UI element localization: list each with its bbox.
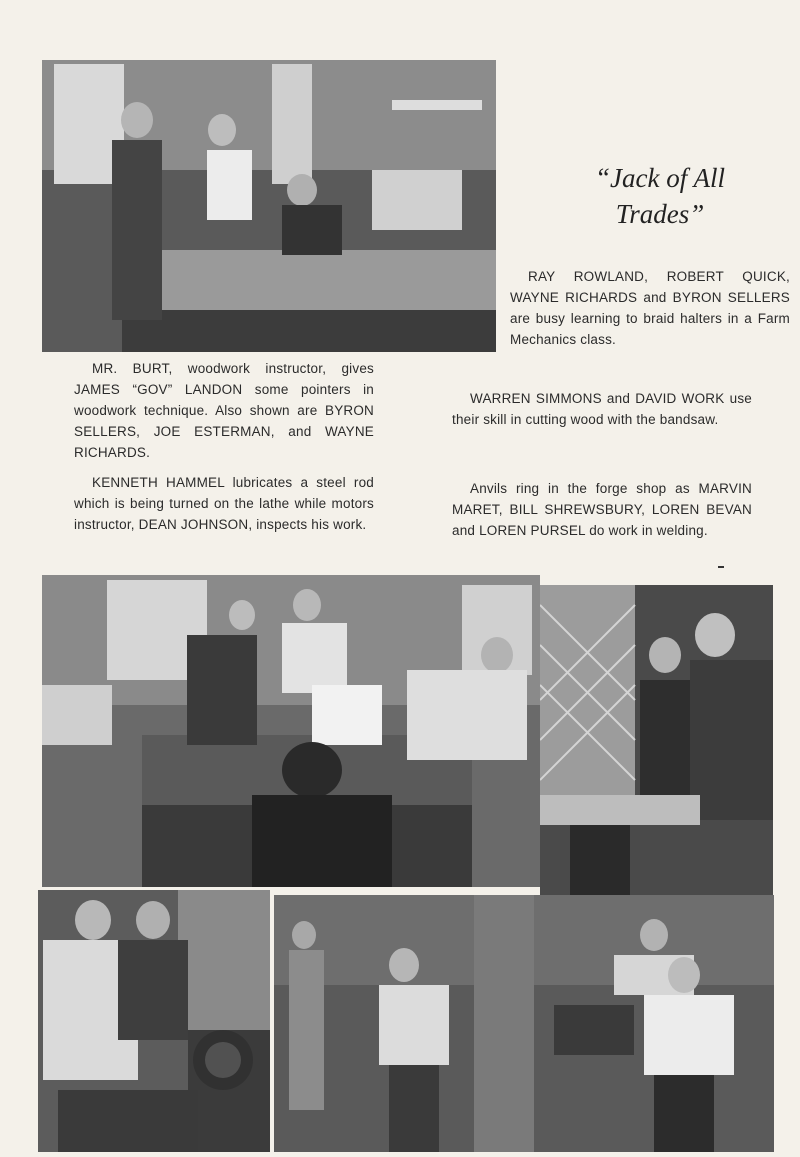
title-line-1: “Jack of All <box>595 163 725 193</box>
print-mark <box>718 566 724 568</box>
caption-forge: Anvils ring in the forge shop as MARVIN MARET, BILL SHREWSBURY, LOREN BEVAN and LOREN PURSEL do work in welding. <box>452 481 752 538</box>
photo-forge-shop <box>274 895 774 1152</box>
caption-woodwork: MR. BURT, woodwork instructor, gives JAMES “GOV” LANDON some pointers in woodwork technique. Also shown are BYRON SELLERS, JOE ESTERMAN, and WAYNE RICHARDS. <box>74 361 374 460</box>
caption-bandsaw: WARREN SIMMONS and DAVID WORK use their skill in cutting wood with the bandsaw. <box>452 391 752 427</box>
caption-lathe: KENNETH HAMMEL lubricates a steel rod which is being turned on the lathe while motors instructor, DEAN JOHNSON, inspects his work. <box>74 475 374 532</box>
photo-bandsaw <box>540 585 773 895</box>
page-title <box>560 160 760 232</box>
photo-farm-mechanics <box>42 60 496 352</box>
photo-woodwork-shop <box>42 575 540 887</box>
caption-braid-halters: RAY ROWLAND, ROBERT QUICK, WAYNE RICHARDS and BYRON SELLERS are busy learning to braid halters in a Farm Mechanics class. <box>510 269 790 347</box>
photo-lathe <box>38 890 270 1152</box>
title-line-2: Trades” <box>615 199 705 229</box>
